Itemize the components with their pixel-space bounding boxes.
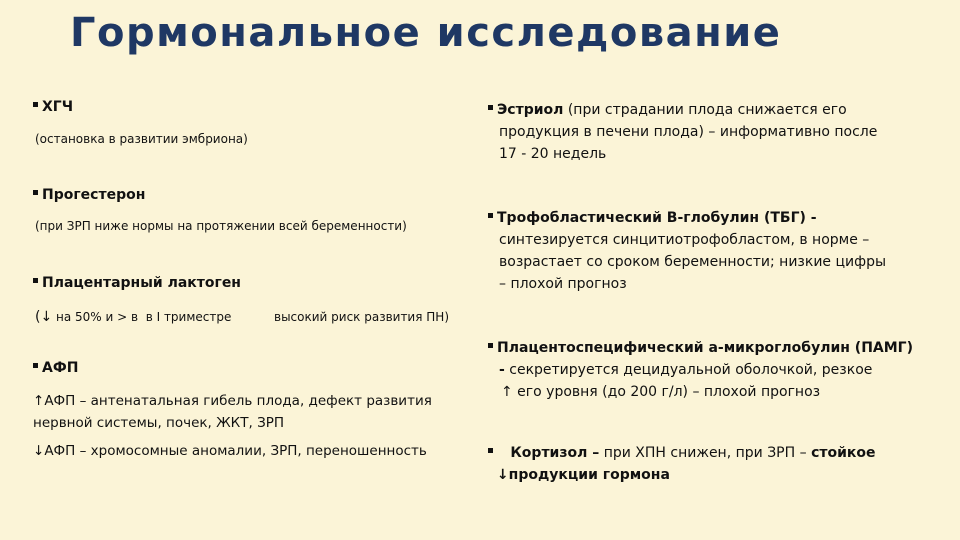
bullet-icon: [488, 448, 493, 453]
paren: (: [35, 309, 41, 325]
tbg-line2: возрастает со сроком беременности; низкие цифры: [499, 254, 887, 270]
pamg-heading: Плацентоспецифический а-микроглобулин (ПАМГ): [497, 340, 914, 356]
afp-down-line: АФП – хромосомные аномалии, ЗРП, переношенность: [44, 443, 427, 459]
cortisol-text1: при ХПН снижен, при ЗРП –: [599, 445, 812, 461]
lactogen-desc-b: высокий риск развития ПН): [274, 310, 449, 324]
bullet-icon: [33, 363, 38, 368]
afp-down-text: [33, 440, 427, 462]
lactogen-desc-a: на 50% и > в в I триместре: [52, 310, 232, 324]
pamg-item: [488, 337, 948, 403]
hcg-item: [33, 99, 73, 115]
progesterone-description: (при ЗРП ниже нормы на протяжении всей беременности): [35, 219, 407, 233]
tbg-item: [488, 207, 948, 295]
estriol-item: [488, 99, 948, 165]
progesterone-heading: Прогестерон: [42, 187, 146, 203]
pamg-dash: -: [499, 362, 505, 378]
down-arrow-icon: ↓: [40, 309, 53, 325]
bullet-icon: [33, 278, 38, 283]
up-arrow-icon: ↑: [501, 384, 513, 400]
bullet-icon: [488, 343, 493, 348]
estriol-text1: (при страдании плода снижается его: [563, 102, 847, 118]
cortisol-line2: продукции гормона: [508, 467, 670, 483]
lactogen-heading: Плацентарный лактоген: [42, 275, 241, 291]
bullet-icon: [488, 213, 493, 218]
afp-item: [33, 360, 78, 376]
tbg-line1: синтезируется синцитиотрофобластом, в норме –: [499, 232, 870, 248]
slide-title: Гормональное исследование: [70, 10, 782, 56]
pamg-line2: его уровня (до 200 г/л) – плохой прогноз: [512, 384, 821, 400]
cortisol-bold-end: стойкое: [811, 445, 876, 461]
up-arrow-icon: ↑: [33, 393, 45, 409]
progesterone-item: [33, 187, 145, 203]
tbg-line3: – плохой прогноз: [499, 276, 627, 292]
cortisol-heading: Кортизол –: [510, 445, 600, 461]
afp-up-line2: нервной системы, почек, ЖКТ, ЗРП: [33, 415, 285, 431]
estriol-text3: 17 - 20 недель: [499, 146, 607, 162]
hcg-description: (остановка в развитии эмбриона): [35, 132, 248, 146]
bullet-icon: [33, 190, 38, 195]
pamg-line1: секретируется децидуальной оболочкой, резкое: [504, 362, 873, 378]
bullet-icon: [488, 105, 493, 110]
lactogen-description: [35, 306, 231, 328]
afp-heading: АФП: [42, 360, 79, 376]
bullet-icon: [33, 102, 38, 107]
down-arrow-icon: ↓: [496, 467, 509, 483]
afp-up-text: [33, 390, 473, 434]
lactogen-item: [33, 275, 241, 291]
hcg-heading: ХГЧ: [42, 99, 74, 115]
tbg-heading: Трофобластический В-глобулин (ТБГ) -: [497, 210, 817, 226]
estriol-heading: Эстриол: [497, 102, 564, 118]
afp-up-line1: АФП – антенатальная гибель плода, дефект развития: [44, 393, 432, 409]
estriol-text2: продукция в печени плода) – информативно после: [499, 124, 878, 140]
cortisol-item: [488, 442, 948, 486]
down-arrow-icon: ↓: [33, 443, 45, 459]
